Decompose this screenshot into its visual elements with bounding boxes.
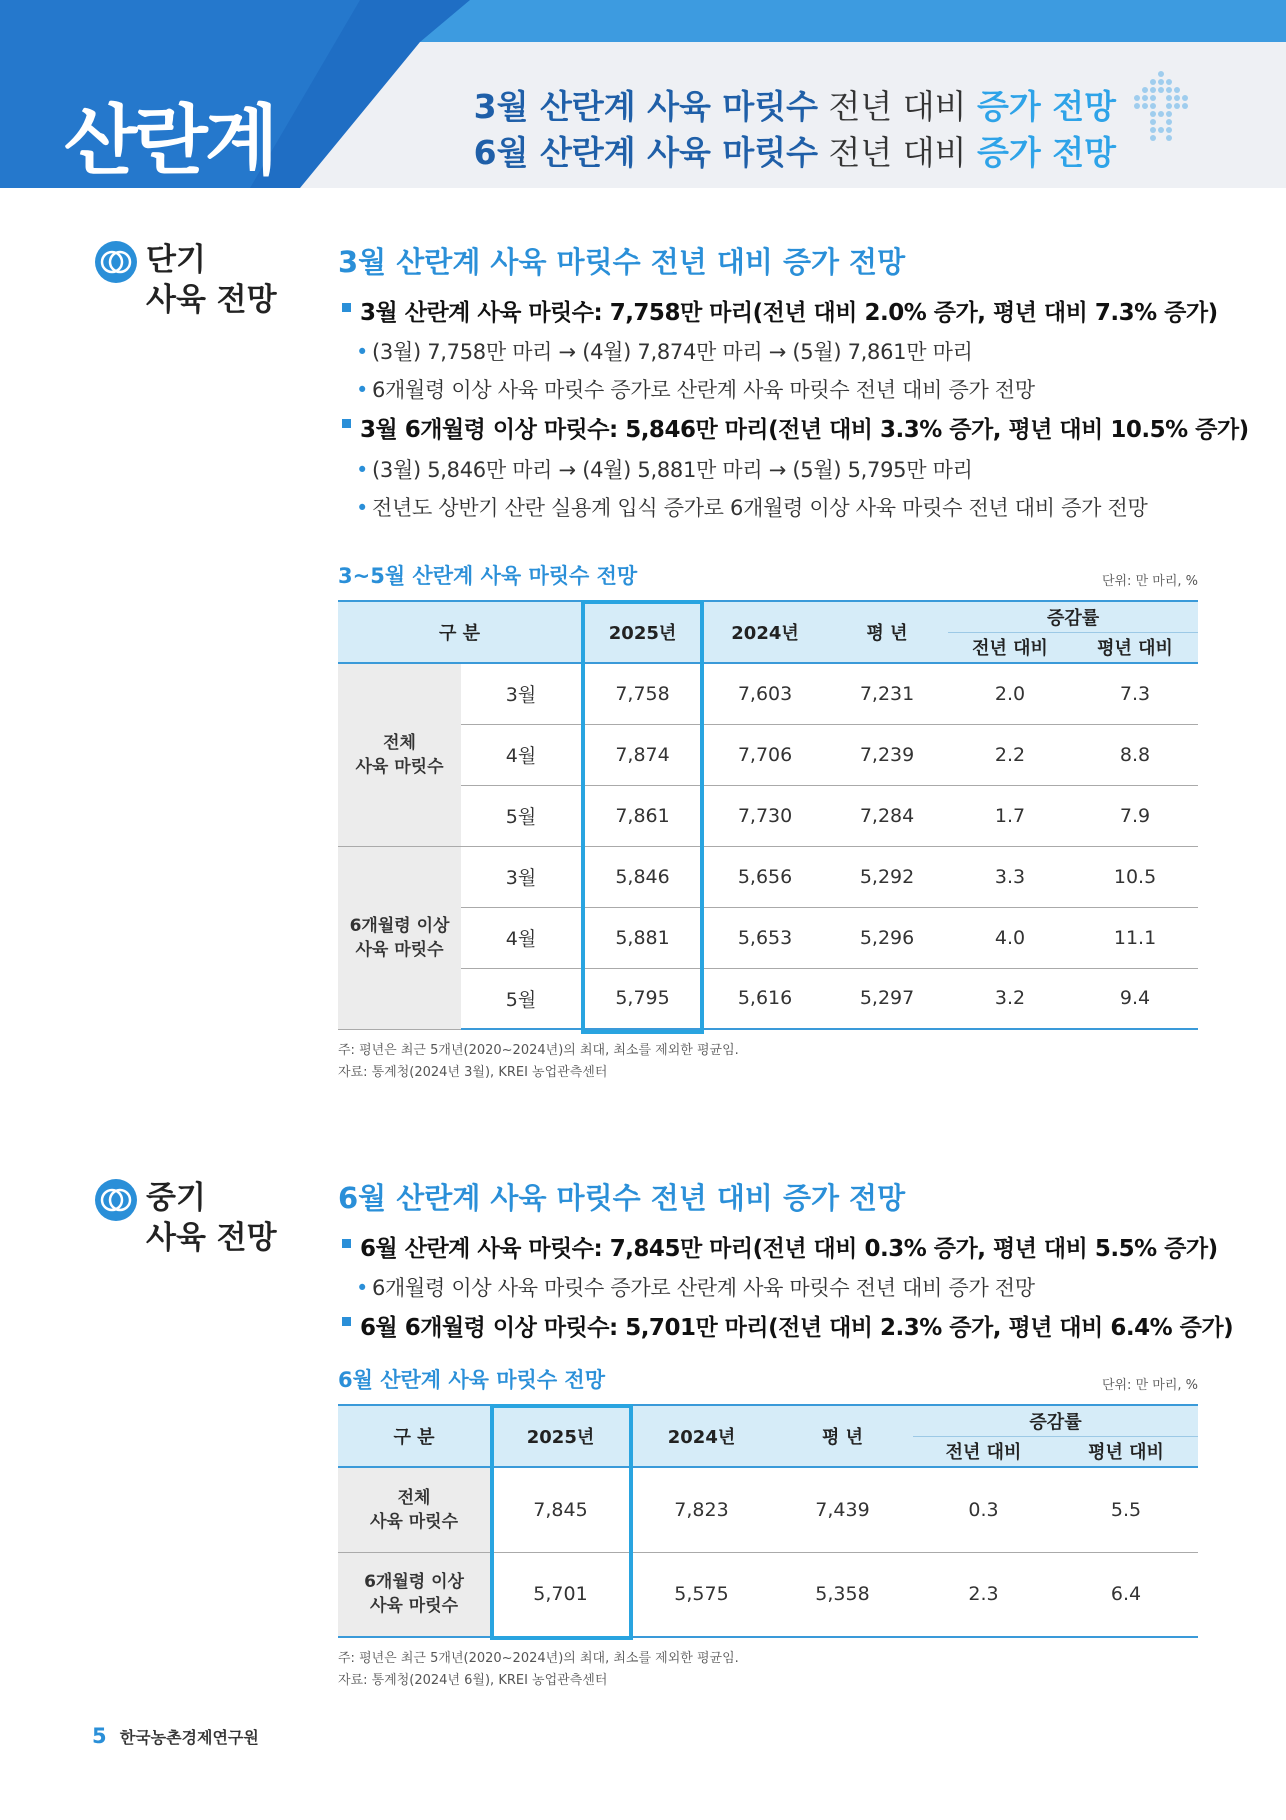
value-2025: 5,846 [581,846,704,907]
value-vs-normal: 9.4 [1072,968,1198,1029]
table-caption-row [338,1364,1198,1394]
value-vs-normal: 5.5 [1054,1467,1198,1552]
value-2024: 5,656 [704,846,826,907]
value-2025: 7,861 [581,785,704,846]
header-category: 구 분 [338,1405,490,1467]
group-label-total: 전체 사육 마릿수 [338,1467,490,1552]
header-category: 구 분 [338,601,581,663]
short-term-table [338,600,1198,1030]
source-line: 자료: 통계청(2024년 3월), KREI 농업관측센터 [338,1065,608,1080]
up-arrow-icon [1126,68,1196,148]
main-bullet: 6월 6개월령 이상 마릿수: 5,701만 마리(전년 대비 2.3% 증가, 평년 대비 6.4% 증가) [338,1307,1198,1349]
header-change: 증감률 [913,1405,1198,1436]
month-cell: 4월 [461,724,581,785]
value-2025: 5,795 [581,968,704,1029]
value-vs-prev: 0.3 [913,1467,1054,1552]
header-2025: 2025년 [581,601,704,663]
month-cell: 4월 [461,907,581,968]
header-normal: 평 년 [772,1405,913,1467]
page-footer [92,1724,259,1748]
value-2025: 5,881 [581,907,704,968]
table-notes [338,1648,1198,1692]
table-row [338,663,1198,724]
value-2025: 7,874 [581,724,704,785]
header-change: 증감률 [948,601,1198,632]
header-2024: 2024년 [704,601,826,663]
value-vs-normal: 6.4 [1054,1552,1198,1637]
value-2024: 5,653 [704,907,826,968]
header-vs-normal: 평년 대비 [1054,1436,1198,1467]
header-vs-normal: 평년 대비 [1072,632,1198,663]
section-heading: 3월 산란계 사육 마릿수 전년 대비 증가 전망 [338,245,906,279]
value-normal: 7,284 [826,785,948,846]
value-normal: 5,292 [826,846,948,907]
value-vs-prev: 3.2 [948,968,1072,1029]
value-2025: 7,845 [490,1467,631,1552]
header-vs-prev: 전년 대비 [948,632,1072,663]
table-unit: 단위: 만 마리, % [1101,574,1198,589]
table-caption-row [338,560,1198,590]
mid-term-table [338,1404,1198,1638]
table-row [338,1552,1198,1637]
header-line-2: 6월 산란계 사육 마릿수 전년 대비 증가 전망 [473,133,1116,172]
table-row [338,968,1198,1029]
value-vs-normal: 11.1 [1072,907,1198,968]
page-header [0,0,1286,188]
table-unit: 단위: 만 마리, % [1101,1378,1198,1393]
header-summary [474,84,1116,176]
value-2024: 7,823 [631,1467,772,1552]
sub-bullet: • 6개월령 이상 사육 마릿수 증가로 산란계 사육 마릿수 전년 대비 증가 전망 [338,371,1198,409]
value-vs-normal: 10.5 [1072,846,1198,907]
value-normal: 7,239 [826,724,948,785]
main-bullet: 3월 산란계 사육 마릿수: 7,758만 마리(전년 대비 2.0% 증가, 평년 대비 7.3% 증가) [338,293,1198,333]
section-title: 중기 사육 전망 [146,1180,277,1256]
organization-name: 한국농촌경제연구원 [119,1728,259,1747]
sub-bullet: • 6개월령 이상 사육 마릿수 증가로 산란계 사육 마릿수 전년 대비 증가 전망 [338,1269,1198,1307]
value-vs-prev: 2.0 [948,663,1072,724]
table-row [338,785,1198,846]
value-vs-prev: 4.0 [948,907,1072,968]
value-2025: 7,758 [581,663,704,724]
main-bullet: 6월 산란계 사육 마릿수: 7,845만 마리(전년 대비 0.3% 증가, 평년 대비 5.5% 증가) [338,1229,1198,1269]
header-vs-prev: 전년 대비 [913,1436,1054,1467]
month-cell: 3월 [461,846,581,907]
short-term-content [338,240,1249,527]
header-2024: 2024년 [631,1405,772,1467]
page-title: 산란계 [64,96,276,185]
sub-bullet: • (3월) 5,846만 마리 → (4월) 5,881만 마리 → (5월) 5,795만 마리 [338,451,1198,489]
value-2024: 5,616 [704,968,826,1029]
circles-icon [94,240,138,284]
value-vs-normal: 7.9 [1072,785,1198,846]
header-2025: 2025년 [490,1405,631,1467]
sub-bullet: • (3월) 7,758만 마리 → (4월) 7,874만 마리 → (5월) 7,861만 마리 [338,333,1198,371]
short-term-table-wrap [338,600,1198,1084]
value-normal: 7,231 [826,663,948,724]
group-label-total: 전체 사육 마릿수 [338,663,461,846]
table-row [338,907,1198,968]
table-row [338,724,1198,785]
header-normal: 평 년 [826,601,948,663]
value-vs-normal: 8.8 [1072,724,1198,785]
note-line: 주: 평년은 최근 5개년(2020~2024년)의 최대, 최소를 제외한 평균임. [338,1651,739,1666]
value-normal: 5,296 [826,907,948,968]
mid-term-table-wrap [338,1404,1198,1692]
month-cell: 5월 [461,785,581,846]
value-vs-prev: 3.3 [948,846,1072,907]
header-line-1: 3월 산란계 사육 마릿수 전년 대비 증가 전망 [473,87,1116,126]
value-2024: 7,706 [704,724,826,785]
section-heading: 6월 산란계 사육 마릿수 전년 대비 증가 전망 [338,1181,906,1215]
mid-term-content [338,1176,1234,1349]
value-2025: 5,701 [490,1552,631,1637]
table-notes [338,1040,1198,1084]
source-line: 자료: 통계청(2024년 6월), KREI 농업관측센터 [338,1673,608,1688]
table-caption: 3~5월 산란계 사육 마릿수 전망 [338,564,638,588]
value-2024: 7,730 [704,785,826,846]
value-vs-prev: 1.7 [948,785,1072,846]
main-bullet: 3월 6개월령 이상 마릿수: 5,846만 마리(전년 대비 3.3% 증가, 평년 대비 10.5% 증가) [338,409,1198,451]
table-caption: 6월 산란계 사육 마릿수 전망 [338,1368,606,1392]
value-normal: 5,358 [772,1552,913,1637]
page-number: 5 [92,1724,107,1748]
value-vs-prev: 2.2 [948,724,1072,785]
value-2024: 7,603 [704,663,826,724]
value-normal: 7,439 [772,1467,913,1552]
table-row [338,1467,1198,1552]
group-label-6month: 6개월령 이상 사육 마릿수 [338,1552,490,1637]
value-normal: 5,297 [826,968,948,1029]
month-cell: 5월 [461,968,581,1029]
note-line: 주: 평년은 최근 5개년(2020~2024년)의 최대, 최소를 제외한 평균임. [338,1043,739,1058]
month-cell: 3월 [461,663,581,724]
section-title: 단기 사육 전망 [146,242,277,318]
table-row [338,846,1198,907]
circles-icon [94,1178,138,1222]
value-vs-prev: 2.3 [913,1552,1054,1637]
value-vs-normal: 7.3 [1072,663,1198,724]
group-label-6month: 6개월령 이상 사육 마릿수 [338,846,461,1029]
value-2024: 5,575 [631,1552,772,1637]
sub-bullet: • 전년도 상반기 산란 실용계 입식 증가로 6개월령 이상 사육 마릿수 전년 대비 증가 전망 [338,489,1198,527]
